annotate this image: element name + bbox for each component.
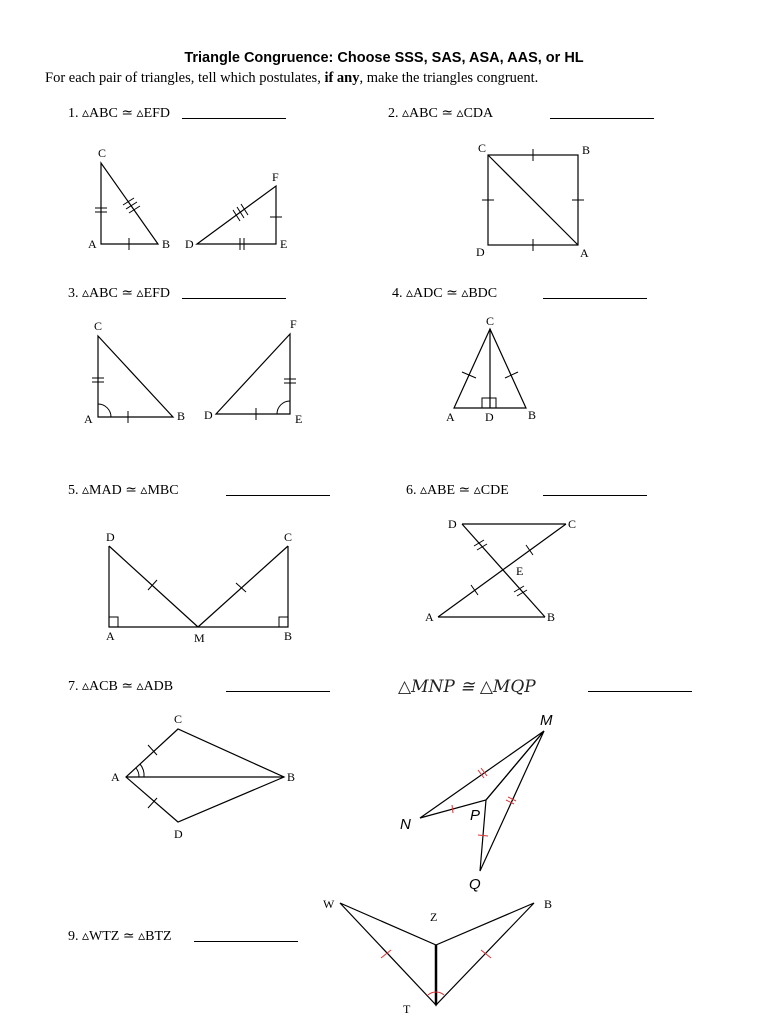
vertex-label: M bbox=[540, 712, 553, 729]
vertex-label: A bbox=[88, 237, 97, 251]
vertex-label: E bbox=[295, 412, 303, 426]
vertex-label: A bbox=[106, 629, 115, 643]
instructions-text: For each pair of triangles, tell which postulates, bbox=[45, 70, 325, 86]
angle-arc bbox=[140, 764, 144, 777]
problem-4-figure bbox=[446, 314, 536, 424]
triangle-efd bbox=[216, 334, 290, 414]
angle-arc bbox=[136, 768, 139, 777]
vertex-label: P bbox=[470, 807, 481, 824]
right-angle-marker bbox=[482, 398, 496, 408]
right-angle-marker bbox=[109, 617, 118, 627]
angle-arc bbox=[98, 404, 111, 417]
problem-3-figure bbox=[84, 317, 302, 426]
vertex-label: B bbox=[162, 237, 171, 251]
vertex-label: D bbox=[106, 530, 115, 544]
problem-1-label: 1. ▵ABC ≃ ▵EFD bbox=[68, 106, 171, 121]
tick bbox=[123, 198, 134, 205]
vertex-label: C bbox=[98, 146, 107, 160]
problem-6-figure bbox=[425, 517, 576, 624]
tick bbox=[478, 835, 488, 836]
instructions-bold: if any bbox=[324, 70, 360, 86]
vertex-label: F bbox=[290, 317, 297, 331]
problem-3-label: 3. ▵ABC ≃ ▵EFD bbox=[68, 286, 171, 301]
right-angle-marker bbox=[279, 617, 288, 627]
worksheet-title: Triangle Congruence: Choose SSS, SAS, ASA, AAS, or HL bbox=[184, 50, 584, 66]
tick bbox=[452, 805, 453, 813]
vertex-label: B bbox=[177, 409, 186, 423]
tick bbox=[477, 544, 487, 550]
vertex-label: D bbox=[174, 827, 183, 841]
segment-db bbox=[462, 524, 545, 617]
vertex-label: C bbox=[284, 530, 293, 544]
instructions-text-end: , make the triangles congruent. bbox=[359, 70, 539, 86]
triangle-bzt bbox=[436, 903, 534, 1005]
problem-7-label: 7. ▵ACB ≃ ▵ADB bbox=[68, 679, 174, 694]
vertex-label: D bbox=[448, 517, 457, 531]
vertex-label: D bbox=[476, 245, 485, 259]
problem-1-figure bbox=[88, 146, 287, 251]
vertex-label: A bbox=[425, 610, 434, 624]
tick bbox=[526, 545, 533, 555]
vertex-label: B bbox=[287, 770, 296, 784]
segment-dm bbox=[109, 546, 198, 627]
vertex-label: D bbox=[485, 410, 494, 424]
vertex-label: D bbox=[185, 237, 194, 251]
vertex-label: Z bbox=[430, 910, 438, 924]
problem-5-figure bbox=[106, 530, 292, 645]
vertex-label: D bbox=[204, 408, 213, 422]
tick bbox=[462, 372, 476, 378]
problem-9-figure bbox=[323, 897, 552, 1016]
problem-5-label: 5. ▵MAD ≃ ▵MBC bbox=[68, 483, 179, 498]
vertex-label: A bbox=[580, 246, 589, 260]
kite-acbd bbox=[126, 729, 284, 822]
diagonal-ca bbox=[488, 155, 578, 245]
vertex-label: B bbox=[528, 408, 537, 422]
problem-9-label: 9. ▵WTZ ≃ ▵BTZ bbox=[68, 929, 172, 944]
problem-2-figure bbox=[476, 141, 590, 260]
tick bbox=[129, 206, 140, 213]
vertex-label: C bbox=[94, 319, 103, 333]
tick bbox=[241, 204, 248, 215]
vertex-label: B bbox=[547, 610, 556, 624]
tick bbox=[126, 202, 137, 209]
triangle-mqp bbox=[480, 731, 544, 871]
problem-4-label: 4. ▵ADC ≃ ▵BDC bbox=[392, 286, 498, 301]
problem-7-figure bbox=[111, 712, 295, 841]
tick bbox=[474, 540, 484, 546]
tick bbox=[233, 210, 240, 221]
vertex-label: B bbox=[582, 143, 591, 157]
vertex-label: A bbox=[446, 410, 455, 424]
triangle-abc bbox=[98, 336, 173, 417]
base-lines bbox=[109, 546, 288, 627]
vertex-label: E bbox=[280, 237, 288, 251]
vertex-label: F bbox=[272, 170, 279, 184]
vertex-label: C bbox=[174, 712, 183, 726]
angle-arc bbox=[277, 401, 290, 414]
vertex-label: N bbox=[400, 816, 411, 833]
vertex-label: C bbox=[478, 141, 487, 155]
vertex-label: E bbox=[516, 564, 524, 578]
vertex-label: C bbox=[568, 517, 577, 531]
segment-ca bbox=[438, 524, 566, 617]
vertex-label: Q bbox=[469, 876, 481, 893]
vertex-label: B bbox=[284, 629, 293, 643]
vertex-label: T bbox=[403, 1002, 411, 1016]
triangle-wzt bbox=[340, 903, 436, 1005]
problem-8-label: △MNP ≅ △MQP bbox=[398, 677, 536, 697]
vertex-label: W bbox=[323, 897, 335, 911]
vertex-label: A bbox=[84, 412, 93, 426]
triangle-abc bbox=[101, 163, 158, 244]
vertex-label: C bbox=[486, 314, 495, 328]
vertex-label: A bbox=[111, 770, 120, 784]
triangle-mnp bbox=[420, 731, 544, 818]
tick bbox=[237, 207, 244, 218]
tick bbox=[471, 585, 478, 595]
segment-mc bbox=[198, 546, 288, 627]
problem-6-label: 6. ▵ABE ≃ ▵CDE bbox=[406, 483, 509, 498]
problem-8-figure bbox=[400, 712, 553, 893]
problem-2-label: 2. ▵ABC ≃ ▵CDA bbox=[388, 106, 494, 121]
vertex-label: M bbox=[194, 631, 205, 645]
vertex-label: B bbox=[544, 897, 553, 911]
